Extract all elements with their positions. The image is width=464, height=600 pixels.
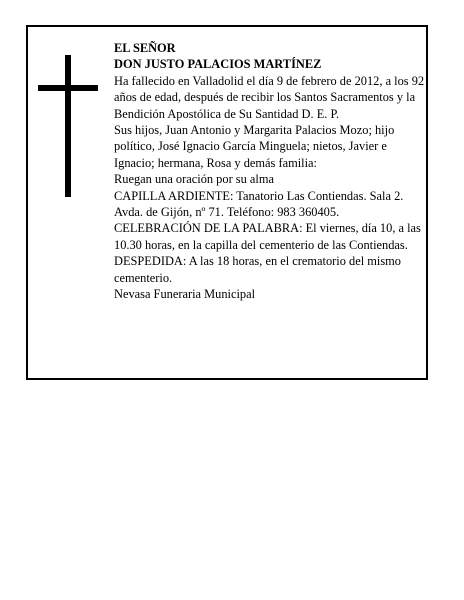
obituary-card <box>26 25 428 380</box>
title-line-1: EL SEÑOR <box>114 41 176 55</box>
cross-icon <box>38 55 98 197</box>
deceased-name: DON JUSTO PALACIOS MARTÍNEZ <box>114 57 322 72</box>
chapel-text: CAPILLA ARDIENTE: Tanatorio Las Contiendas. Sala 2. Avda. de Gijón, nº 71. Teléfono: 983 360405. <box>114 188 404 220</box>
cross-vertical-bar <box>65 55 71 197</box>
funeral-home-text: Nevasa Funeraria Municipal <box>114 287 256 302</box>
prayer-text: Ruegan una oración por su alma <box>114 172 274 187</box>
ceremony-text: CELEBRACIÓN DE LA PALABRA: El viernes, día 10, a las 10.30 horas, en la capilla del cementerio de las Contiendas. DESPEDIDA: A las 18 horas, en el crematorio del mismo cementerio. <box>114 221 421 285</box>
obituary-text <box>114 40 426 303</box>
cross-horizontal-bar <box>38 85 98 91</box>
family-text: Sus hijos, Juan Antonio y Margarita Palacios Mozo; hijo político, José Ignacio García Minguela; nietos, Javier e Ignacio; hermana, Rosa y demás familia: <box>114 123 395 170</box>
announcement-text: Ha fallecido en Valladolid el día 9 de febrero de 2012, a los 92 años de edad, después de recibir los Santos Sacramentos y la Bendición Apostólica de Su Santidad D. E. P. <box>114 73 425 121</box>
